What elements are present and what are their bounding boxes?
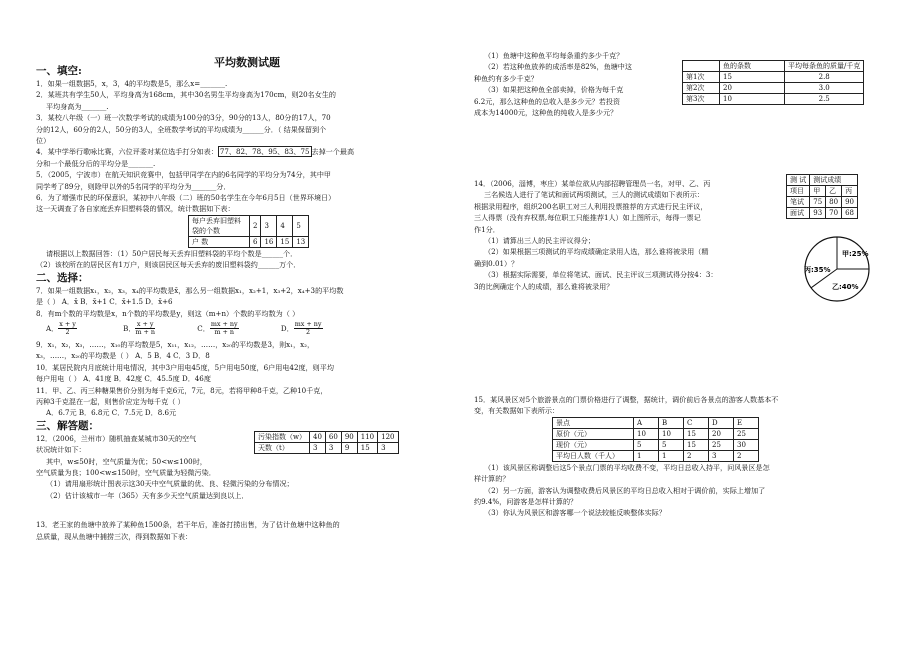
q13-line: 13．老王家的鱼塘中放养了某种鱼1500条，若干年后，准备打捞出售，为了估计鱼塘中这种鱼的 [36,520,340,530]
q13-part: 6.2元，那么这种鱼的总收入是多少元？若投资 [474,96,621,106]
q10-line: 10．某居民院内月底统计用电情况，其中3户用电45度，5户用电50度，6户用电42度，则平均 [36,362,334,372]
q15-part: （2）另一方面，游客认为调整收费后风景区的平均日总收入相对于调价前，实际上增加了 [484,485,766,495]
q13-cell: 第2次 [683,83,720,94]
q15-cell: E [734,417,759,428]
q6-cell: 15 [277,236,293,247]
q13-table [682,60,864,105]
q15-cell: 20 [709,428,734,439]
left-column [36,52,458,542]
q14-line: 三人得票（没有弃权票,每位职工只能推荐1人）如上图所示，每得一票记 [474,213,701,223]
q2-line: 2．某班共有学生50人，平均身高为168cm，其中30名男生平均身高为170cm，则20名女生的 [36,90,336,100]
q15-cell: 现价（元） [553,439,634,450]
q3-line-end: 位） [36,136,51,146]
section2-heading: 二、选择： [36,271,89,284]
q13-cell: 20 [720,83,785,94]
q4-text-tail: 去掉一个最高 [311,147,355,157]
q15-cell: 1 [634,450,659,461]
q14-cell: 68 [842,208,858,219]
q15-cell: A [634,417,659,428]
q15-cell: 景点 [553,417,634,428]
q12-line: 空气质量为良；100<w≤150时，空气质量为轻微污染． [36,467,216,477]
q5-line-cont: 同学考了89分，则除甲以外的5名同学的平均分为_______分． [36,181,231,191]
q13-cell: 第3次 [683,94,720,105]
q13-part: 种鱼约有多少千克？ [474,73,538,83]
q15-cell: 10 [634,428,659,439]
q13-header [683,61,720,72]
pie-label-yi: 乙:40% [832,283,859,291]
q1-line: 1．如果一组数据5，x，3，4的平均数是5，那么x=_______. [36,79,228,88]
q6-row2-label: 户 数 [189,236,250,247]
q12-line: （1）请用扇形统计图表示这30天中空气质量的优、良、轻微污染的分布情况； [46,479,294,489]
q12-cell: 40 [310,431,326,442]
q11-line-cont: 丙种3千克混在一起，则售价应定为每千克（ ） [36,396,185,406]
q14-table [786,174,858,219]
q6-cell: 6 [250,236,261,247]
q8-fraction: $\frac{x + y}{m + n}$ [135,320,156,337]
q13-cell: 2.8 [785,72,864,83]
q14-cell: 75 [810,197,826,208]
q14-cell: 面试 [787,208,810,219]
q6-cell: 3 [261,215,277,236]
section3-heading: 三、解答题： [36,419,99,432]
q14-line: 作1分． [474,224,500,234]
q12-table [254,431,399,454]
q13-part: （3）如果把这种鱼全部卖掉，价格为每千克 [484,85,624,95]
q8-fraction: $\frac{x + y}{2}$ [59,320,76,337]
q14-cell: 90 [842,197,858,208]
q14-cell: 80 [826,197,842,208]
q12-cell: 110 [357,431,377,442]
q14-header: 测 试 [787,175,810,186]
q6-line: 6．为了增强市民的环保意识，某初中八年级（二）班的50名学生在今年6月5日（世界环境日） [36,193,336,203]
q14-header: 甲 [810,186,826,197]
q6-cell: 4 [277,215,293,236]
q15-cell: D [709,417,734,428]
q7-options: 是（ ） A．x̄ B．x̄+1 C．x̄+1.5 D．x̄+6 [36,297,173,307]
q14-line: 14．（2006，淄博，枣庄）某单位欲从内部招聘管理员一名，对甲、乙、丙 [474,179,711,188]
q10-options: 每户用电（ ） A．41度 B．42度 C．45.5度 D．46度 [36,374,211,384]
q8-fraction: $\frac{mx + ny}{m + n}$ [210,320,238,337]
q12-block [36,433,458,501]
vote-pie-chart [802,234,872,304]
section1-heading: 一、填空: [36,65,82,77]
q6-cell: 13 [293,236,309,247]
q12-cell: 3 [310,442,326,453]
q15-line-cont: 变，有关数据如下表所示： [474,406,560,416]
q13-cont-block [474,52,894,124]
q8-options [36,319,458,339]
q12-cell: 120 [378,431,398,442]
q13-cell: 10 [720,94,785,105]
page-title: 平均数测试题 [214,56,280,69]
q6-question2: （2）该校所在的居民区有1万户，则该居民区每天丢弃的废旧塑料袋约______万个． [36,260,301,270]
q15-part: 样计算的？ [474,474,510,484]
q15-cell: 5 [634,439,659,450]
right-column [474,52,894,519]
q13-header: 平均每条鱼的质量/千克 [785,61,864,72]
q13-part: （2）若这种鱼放养的成活率是82%，鱼塘中这 [484,62,632,72]
q11-line: 11．甲、乙、丙三种糖果售价分别为每千克6元，7元，8元，若将甲种8千克，乙种10千克， [36,385,328,395]
q15-cell: 25 [734,428,759,439]
q13-header: 鱼的条数 [720,61,785,72]
q11-options: A．6.7元 B．6.8元 C．7.5元 D．8.6元 [46,408,177,418]
q12-line: 其中，w≤50时，空气质量为优；50<w≤100时， [46,456,207,466]
q9-line: 9．x₁，x₂，x₃，……，x₁₀的平均数是5，x₁₁，x₁₂，……，x₂₀的平均数是3，则x₁，x₂， [36,339,315,349]
q15-cell: 1 [659,450,684,461]
q13-cell: 15 [720,72,785,83]
q14-cell: 93 [810,208,826,219]
q8-option-label: C． [197,323,210,333]
q14-line: （3）根据实际需要，单位将笔试、面试、民主评议三项测试得分按4：3： [484,270,718,280]
q15-part: （3）你认为风景区和游客哪一个说法较能反映整体实际？ [484,508,666,518]
q9-options: x₃，……，x₂₀的平均数是（ ） A．5 B．4 C．3 D．8 [36,351,210,361]
q13-line-cont: 总质量，现从鱼塘中捕捞三次，得到数据如下表： [36,531,193,541]
q14-line: （1）请算出三人的民主评议得分； [484,236,595,246]
q6-cell: 5 [293,215,309,236]
q2-line-cont: 平均身高为_______. [46,101,109,111]
q12-cell: 60 [325,431,341,442]
q15-cell: 10 [659,428,684,439]
q13-part: 成本为14000元，这种鱼的纯收入是多少元？ [474,108,618,118]
q6-cell: 16 [261,236,277,247]
q13-part: （1）鱼塘中这种鱼平均每条重约多少千克？ [484,51,624,60]
q8-line: 8．有m个数的平均数是x，n个数的平均数是y，则这（m+n）个数的平均数为（ ） [36,308,300,318]
q15-cell: 30 [734,439,759,450]
q12-cell: 9 [341,442,357,453]
q6-question1: 请根据以上数据回答：（1）50户居民每天丢弃旧塑料袋的平均个数是______个． [46,248,298,258]
q15-cell: 2 [684,450,709,461]
q14-header: 丙 [842,186,858,197]
q8-option-label: D． [280,323,294,333]
q6-line-cont: 这一天调查了各自家庭丢弃旧塑料袋的情况，统计数据如下表： [36,204,235,214]
q3-line: 3．某校八年级（一）班一次数学考试的成绩为100分的3分，90分的13人，80分的17人，70 [36,113,331,123]
q15-line: 15．某风景区对5个旅游景点的门票价格进行了调整，据统计，调价前后各景点的游客人数基本不 [474,395,779,404]
q15-table [552,417,759,462]
pie-label-jia: 甲:25% [842,250,869,258]
q12-cell: 90 [341,431,357,442]
q12-cell: 3 [378,442,398,453]
q4-text: 4．某中学举行歌咏比赛，六位评委对某位选手打分如表： [36,147,218,157]
q3-line-cont: 分的12人，60分的2人，50分的3人，全班数学考试的平均成绩为______分．（ 结果保留到个 [36,124,327,134]
q14-cell: 笔试 [787,197,810,208]
q15-cell: 15 [684,428,709,439]
q8-option-label: B． [123,323,136,333]
q15-cell: 原价（元） [553,428,634,439]
q7-line: 7．如果一组数据x₁，x₂，x₃，x₄的平均数是x̄，那么另一组数据x₁，x₂+1，x₃+2，x₄+3的平均数 [36,285,344,295]
q12-cell: 3 [325,442,341,453]
q15-cell: 3 [709,450,734,461]
q5-line: 5．（2005，宁波市）在航天知识竞赛中，包括甲同学在内的6名同学的平均分为74分，其中甲 [36,170,332,180]
q4-line [36,146,458,157]
q14-cell: 70 [826,208,842,219]
q13-cell: 2.5 [785,94,864,105]
q12-row2-label: 天数（t） [255,442,310,453]
q15-cell: 5 [659,439,684,450]
q14-line: 3的比例确定个人的成绩，那么谁将被录用？ [474,281,614,291]
q15-cell: B [659,417,684,428]
q15-cell: C [684,417,709,428]
q6-row1-label: 每户丢弃旧塑料袋的个数 [189,215,250,236]
q14-header: 乙 [826,186,842,197]
q14-line: 三名候选人进行了笔试和面试两项测试，三人的测试成绩如下表所示： [484,190,704,200]
q4-line-cont: 分和一个最低分后的平均分是_______. [36,158,156,168]
q8-fraction: $\frac{mx + ny}{2}$ [294,320,322,337]
q6-cell: 2 [250,215,261,236]
q14-header: 项目 [787,186,810,197]
q14-line: （2）如果根据三项测试的平均成绩确定录用人选，那么谁将被录用（精 [484,247,709,257]
q6-table [188,215,309,248]
q15-cell: 25 [709,439,734,450]
q12-line: 状况统计如下： [36,445,86,455]
q14-line: 确到0.01）？ [474,258,519,268]
q15-part: （1）该风景区称调整后这5个景点门票的平均收费不变，平均日总收入持平，问风景区是怎 [484,462,770,472]
q15-cell: 15 [684,439,709,450]
q13-cell: 3.0 [785,83,864,94]
q4-scores: 77、82、78、95、83、75 [219,147,310,157]
q12-line: （2）估计该城市一年（365）天有多少天空气质量达到良以上． [46,490,249,500]
q13-cell: 第1次 [683,72,720,83]
q15-cell: 平均日人数（千人） [553,450,634,461]
q15-part: 约9.4%，问游客是怎样计算的？ [474,497,578,507]
q12-cell: 15 [357,442,377,453]
pie-label-bing: 丙:35% [804,266,831,274]
q14-line: 根据录用程序，组织200名职工对三人利用投票推荐的方式进行民主评议， [474,201,708,211]
q8-option-label: A． [46,323,59,333]
q14-block [474,178,894,348]
q12-row1-label: 污染指数（w） [255,431,310,442]
q14-header: 测试成绩 [810,175,858,186]
q12-line: 12．（2006，兰州市）随机抽查某城市30天的空气 [36,433,197,443]
q15-cell: 2 [734,450,759,461]
